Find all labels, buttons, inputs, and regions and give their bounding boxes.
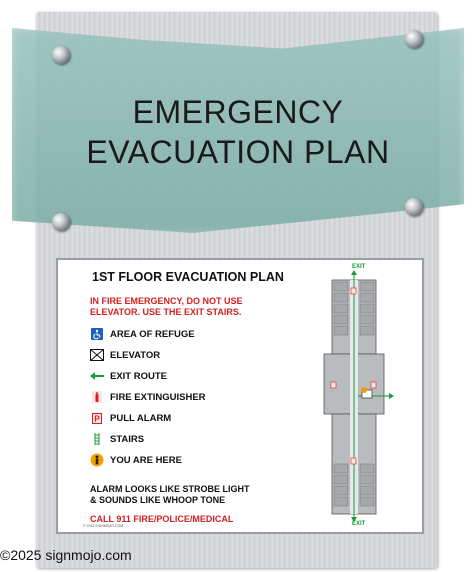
alarm-description <box>90 484 290 506</box>
panel-heading: 1ST FLOOR EVACUATION PLAN <box>92 270 284 284</box>
fine-print: © 2013 SIGNMOJO.COM <box>83 524 124 528</box>
legend-item-area-of-refuge <box>90 326 195 342</box>
title-line-1: EMERGENCY <box>132 94 344 130</box>
legend-label: EXIT ROUTE <box>110 370 168 382</box>
pull-alarm-icon <box>90 411 104 425</box>
standoff-top-left <box>52 46 70 64</box>
title-line-2: EVACUATION PLAN <box>86 134 390 170</box>
legend-label: AREA OF REFUGE <box>110 328 195 340</box>
copyright-footer: ©2025 signmojo.com <box>0 547 132 563</box>
legend-item-exit-route <box>90 368 167 384</box>
stairs-icon <box>90 432 104 446</box>
legend-item-stairs <box>90 431 144 447</box>
floor-plan-map <box>308 264 398 528</box>
exit-label-top: EXIT <box>352 264 366 270</box>
warning-line-1: IN FIRE EMERGENCY, DO NOT USE <box>90 296 243 306</box>
legend-label: YOU ARE HERE <box>110 454 182 466</box>
standoff-bottom-left <box>52 213 70 231</box>
sign-title <box>12 92 464 172</box>
legend-item-pull-alarm <box>90 410 171 426</box>
fire-warning <box>90 296 290 318</box>
elevator-icon <box>90 348 104 362</box>
legend-label: STAIRS <box>110 433 145 445</box>
legend-label: ELEVATOR <box>110 349 161 361</box>
evacuation-panel <box>56 258 424 534</box>
legend-item-you-are-here <box>90 452 182 468</box>
exit-label-bottom: EXIT <box>352 521 366 527</box>
fire-extinguisher-icon <box>90 390 104 404</box>
alarm-line-1: ALARM LOOKS LIKE STROBE LIGHT <box>90 484 250 494</box>
legend-label: FIRE EXTINGUISHER <box>110 391 206 403</box>
alarm-line-2: & SOUNDS LIKE WHOOP TONE <box>90 495 226 505</box>
warning-line-2: ELEVATOR. USE THE EXIT STAIRS. <box>90 307 242 317</box>
exit-arrow-icon <box>90 369 104 383</box>
legend-label: PULL ALARM <box>110 412 172 424</box>
emergency-call-text: CALL 911 FIRE/POLICE/MEDICAL <box>90 514 234 524</box>
legend-item-fire-extinguisher <box>90 389 206 405</box>
standoff-top-right <box>405 30 423 48</box>
legend-item-elevator <box>90 347 160 363</box>
you-are-here-icon <box>90 453 104 467</box>
standoff-bottom-right <box>405 198 423 216</box>
svg-text:P: P <box>94 414 100 423</box>
accessible-icon <box>90 327 104 341</box>
